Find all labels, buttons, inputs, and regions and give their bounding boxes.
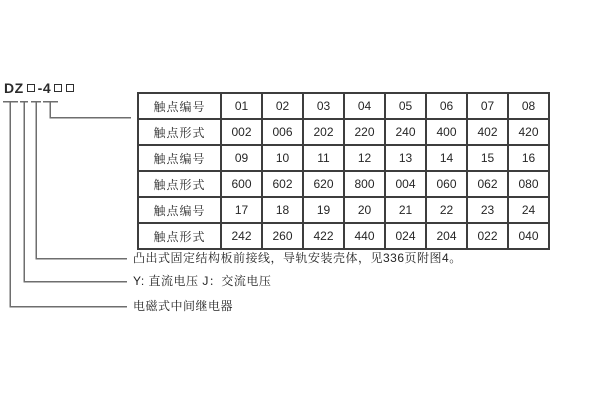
table-cell: 09 [221, 145, 262, 171]
table-cell: 400 [426, 119, 467, 145]
row-label: 触点形式 [138, 223, 221, 249]
table-cell: 15 [467, 145, 508, 171]
table-cell: 20 [344, 197, 385, 223]
table-cell: 600 [221, 171, 262, 197]
model-contact-placeholder-box-2 [66, 84, 74, 92]
table-cell: 602 [262, 171, 303, 197]
table-cell: 420 [508, 119, 549, 145]
table-cell: 240 [385, 119, 426, 145]
table-cell: 22 [426, 197, 467, 223]
table-cell: 062 [467, 171, 508, 197]
table-cell: 204 [426, 223, 467, 249]
model-code [4, 81, 74, 95]
table-cell: 12 [344, 145, 385, 171]
table-cell: 080 [508, 171, 549, 197]
table-cell: 23 [467, 197, 508, 223]
table-cell: 002 [221, 119, 262, 145]
table-cell: 260 [262, 223, 303, 249]
table-cell: 242 [221, 223, 262, 249]
table-cell: 024 [385, 223, 426, 249]
table-cell: 24 [508, 197, 549, 223]
contact-table-body [138, 93, 549, 249]
leader-to-voltage-note [24, 102, 127, 282]
table-cell: 08 [508, 93, 549, 119]
table-cell: 03 [303, 93, 344, 119]
table-row [138, 171, 549, 197]
leader-to-relay-type-note [10, 102, 127, 307]
table-cell: 006 [262, 119, 303, 145]
table-cell: 220 [344, 119, 385, 145]
table-cell: 07 [467, 93, 508, 119]
model-series: -4 [37, 80, 52, 96]
row-label: 触点编号 [138, 197, 221, 223]
table-cell: 19 [303, 197, 344, 223]
table-cell: 202 [303, 119, 344, 145]
table-cell: 004 [385, 171, 426, 197]
row-label: 触点形式 [138, 171, 221, 197]
model-contact-placeholder-box-1 [54, 84, 62, 92]
table-cell: 620 [303, 171, 344, 197]
table-cell: 06 [426, 93, 467, 119]
table-cell: 422 [303, 223, 344, 249]
leader-to-table [50, 102, 131, 118]
table-cell: 21 [385, 197, 426, 223]
table-row [138, 119, 549, 145]
table-cell: 17 [221, 197, 262, 223]
table-cell: 13 [385, 145, 426, 171]
table-cell: 16 [508, 145, 549, 171]
table-row [138, 223, 549, 249]
leader-to-structure-note [36, 102, 127, 259]
table-cell: 18 [262, 197, 303, 223]
table-cell: 02 [262, 93, 303, 119]
table-row [138, 145, 549, 171]
table-cell: 01 [221, 93, 262, 119]
model-prefix: DZ [4, 80, 24, 96]
table-cell: 11 [303, 145, 344, 171]
table-cell: 04 [344, 93, 385, 119]
table-cell: 040 [508, 223, 549, 249]
row-label: 触点形式 [138, 119, 221, 145]
table-cell: 05 [385, 93, 426, 119]
table-row [138, 197, 549, 223]
table-cell: 402 [467, 119, 508, 145]
table-cell: 440 [344, 223, 385, 249]
annotation-relay-type: 电磁式中间继电器 [133, 299, 234, 313]
table-cell: 060 [426, 171, 467, 197]
table-cell: 10 [262, 145, 303, 171]
contact-table [137, 92, 550, 250]
annotation-voltage: Y: 直流电压 J：交流电压 [133, 274, 272, 288]
table-cell: 14 [426, 145, 467, 171]
row-label: 触点编号 [138, 93, 221, 119]
table-cell: 800 [344, 171, 385, 197]
table-row [138, 93, 549, 119]
row-label: 触点编号 [138, 145, 221, 171]
model-voltage-placeholder-box [27, 84, 35, 92]
table-cell: 022 [467, 223, 508, 249]
annotation-structure: 凸出式固定结构板前接线，导轨安装壳体，见336页附图4。 [133, 251, 462, 265]
